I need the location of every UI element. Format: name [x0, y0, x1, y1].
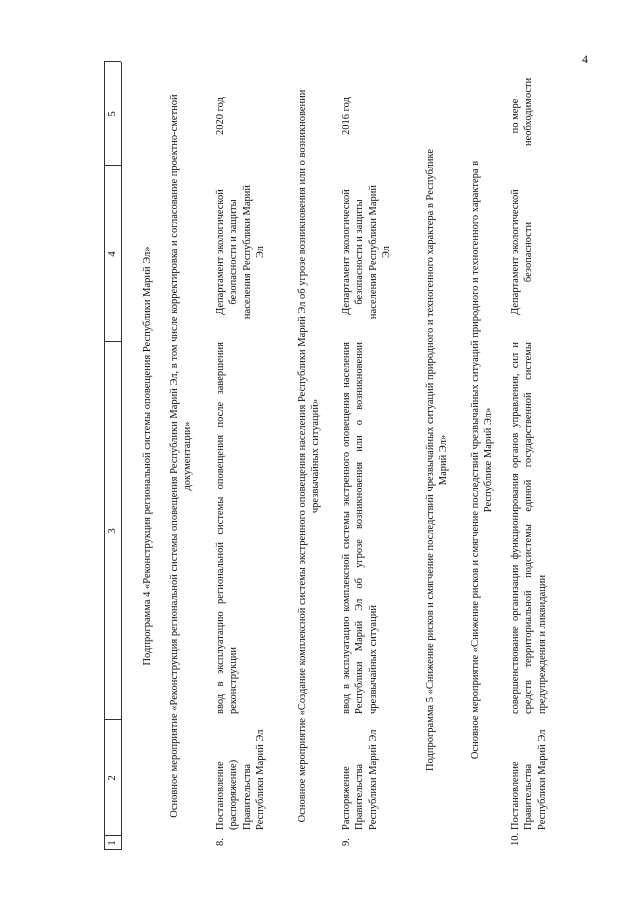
row-8-term: 2020 год	[215, 97, 226, 135]
subprogram-4-title: Подпрограмма 4 «Реконструкция региональной системы оповещения Республики Марий Эл»	[142, 246, 153, 666]
row-9-term: 2016 год	[341, 97, 352, 135]
row-8-document: Постановление (распоряжение) Правительства Республики Марий Эл	[215, 729, 267, 830]
measure-8-title: Основное мероприятие «Реконструкция региональной системы оповещения Республики Марий Эл, в том числе корректировка и согласование проектно-сметной документации»	[169, 94, 194, 818]
row-10-number: 10.	[510, 832, 521, 846]
row-8-description: ввод в эксплуатацию региональной системы оповещения после завершения реконструкции	[215, 342, 240, 714]
row-8-number: 8.	[215, 838, 226, 846]
header-bottom-border	[121, 62, 122, 850]
row-10-description: совершенствование организации функционирования органов управления, сил и средств территориальной подсистемы единой государственной системы предупреждения и ликвидации	[510, 342, 548, 714]
row-8-executor: Департамент экологической безопасности и защиты населения Республики Марий Эл	[215, 184, 267, 320]
row-10-term: по мере необходимости	[510, 77, 535, 146]
page-number: 4	[582, 52, 588, 66]
subprogram-5-title: Подпрограмма 5 «Снижение рисков и смягчение последствий чрезвычайных ситуаций природного и техногенного характера в Республике Марий Эл»	[425, 149, 450, 771]
landscape-table	[104, 62, 550, 850]
measure-9-title: Основное мероприятие «Создание комплексной системы экстренного оповещения населения Республики Марий Эл об угрозе возникновения или о возникновении чрезвычайных ситуаций»	[297, 89, 322, 823]
column-header-5: 5	[106, 111, 118, 117]
column-header-1: 1	[106, 840, 118, 846]
column-header-4: 4	[106, 251, 118, 257]
column-header-3: 3	[106, 528, 118, 534]
row-9-document: Распоряжение Правительства Республики Марий Эл	[341, 729, 379, 830]
row-9-executor: Департамент экологической безопасности и защиты населения Республики Марий Эл	[341, 184, 393, 320]
row-10-executor: Департамент экологической безопасности	[510, 189, 535, 315]
measure-10-title: Основное мероприятие «Снижение рисков и смягчение последствий чрезвычайных ситуаций природного и техногенного характера в Республике Марий Эл»	[470, 160, 495, 760]
row-9-description: ввод в эксплуатацию комплексной системы экстренного оповещения населения Республики Марий Эл об угрозе возникновения или о возникновении чрезвычайных ситуаций	[341, 342, 379, 714]
column-header-2: 2	[106, 775, 118, 781]
row-10-document: Постановление Правительства Республики Марий Эл	[510, 729, 548, 830]
row-9-number: 9.	[341, 838, 352, 846]
